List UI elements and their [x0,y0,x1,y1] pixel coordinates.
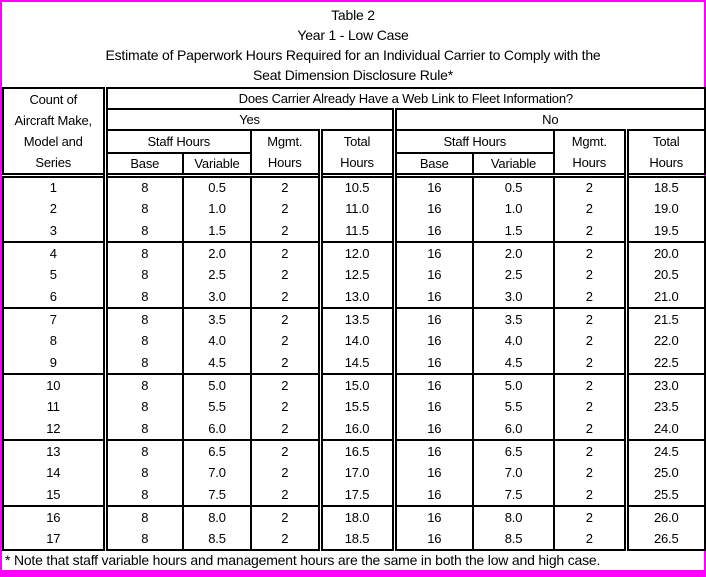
cell-no-mgmt: 2 [554,418,626,440]
table-row [3,330,705,352]
cell-yes-mgmt: 2 [251,330,320,352]
cell-yes-mgmt: 2 [251,264,320,286]
cell-no-total: 23.5 [626,396,705,418]
cell-yes-base: 8 [105,220,183,242]
cell-no-base: 16 [394,418,473,440]
cell-count: 4 [3,242,105,264]
mgmt-hours-line1: Mgmt. [571,134,607,149]
table-row [3,264,705,286]
table-number-title: Table 2 [331,7,375,23]
cell-no-base: 16 [394,198,473,220]
cell-yes-total: 10.5 [320,176,394,198]
cell-no-base: 16 [394,330,473,352]
no-total-hours-header [626,130,705,176]
cell-yes-base: 8 [105,308,183,330]
cell-no-variable: 4.0 [473,330,554,352]
header-row-hour-groups [3,130,705,153]
no-staff-hours-header: Staff Hours [394,130,554,153]
table-row [3,484,705,506]
cell-yes-mgmt: 2 [251,352,320,374]
cell-yes-mgmt: 2 [251,198,320,220]
no-variable-header: Variable [473,153,554,176]
cell-no-total: 26.0 [626,506,705,528]
cell-count: 12 [46,420,61,436]
cell-yes-total: 12.0 [320,242,394,264]
cell-no-mgmt: 2 [554,396,626,418]
cell-no-base: 16 [394,264,473,286]
corner-header-line: Count of [29,92,78,107]
cell-yes-total: 16.5 [320,440,394,462]
case-title: Year 1 - Low Case [297,27,409,43]
mgmt-hours-line2: Hours [572,155,607,170]
description-title-line2: Seat Dimension Disclosure Rule* [253,67,453,83]
cell-no-total: 23.0 [626,374,705,396]
cell-yes-mgmt: 2 [251,176,320,198]
cell-no-variable: 6.5 [473,440,554,462]
table-body [3,176,705,550]
cell-no-base: 16 [394,484,473,506]
cell-yes-mgmt: 2 [251,484,320,506]
cell-count: 10 [3,374,105,396]
cell-no-variable: 4.5 [473,352,554,374]
cell-yes-total: 14.5 [320,352,394,374]
cell-yes-total: 17.0 [320,462,394,484]
cell-yes-variable: 8.0 [183,506,251,528]
mgmt-hours-line1: Mgmt. [267,134,303,149]
cell-yes-total: 11.0 [320,198,394,220]
yes-total-hours-header [320,130,394,176]
cell-no-variable: 5.0 [473,374,554,396]
cell-yes-total: 18.5 [320,528,394,550]
cell-no-base: 16 [394,528,473,550]
header-row-question [3,88,705,109]
cell-no-variable: 2.0 [473,242,554,264]
cell-count: 5 [49,267,57,282]
document-page [2,2,704,570]
table-row [3,198,705,220]
no-base-header: Base [394,153,473,176]
cell-count: 3 [49,222,57,238]
cell-yes-variable: 8.5 [183,528,251,550]
corner-header-line: Series [35,155,72,170]
header-row-yes-no [3,109,705,130]
table-row [3,374,705,396]
cell-yes-mgmt: 2 [251,308,320,330]
cell-yes-base: 8 [105,484,183,506]
cell-yes-mgmt: 2 [251,462,320,484]
cell-yes-total: 18.0 [320,506,394,528]
cell-yes-variable: 6.0 [183,418,251,440]
total-hours-line2: Hours [340,155,374,170]
cell-yes-mgmt: 2 [251,528,320,550]
cell-yes-variable: 2.0 [183,242,251,264]
cell-yes-base: 8 [105,352,183,374]
cell-no-total: 19.5 [626,220,705,242]
table-row [3,506,705,528]
cell-yes-base: 8 [105,198,183,220]
cell-yes-base: 8 [105,418,183,440]
cell-yes-base: 8 [105,506,183,528]
cell-yes-base: 8 [105,396,183,418]
cell-yes-total: 16.0 [320,418,394,440]
cell-count: 13 [3,440,105,462]
cell-no-total: 22.5 [626,352,705,374]
cell-yes-total: 11.5 [320,220,394,242]
cell-yes-base: 8 [105,242,183,264]
total-hours-line1: Total [343,134,371,149]
cell-yes-variable: 4.0 [183,330,251,352]
cell-yes-variable: 2.5 [183,264,251,286]
cell-no-total: 24.0 [626,418,705,440]
cell-no-variable: 1.0 [473,198,554,220]
cell-no-mgmt: 2 [554,330,626,352]
corner-header-line: Model and [23,134,83,149]
cell-yes-total: 12.5 [320,264,394,286]
cell-no-total: 21.5 [626,308,705,330]
cell-yes-base: 8 [105,286,183,308]
table-row [3,440,705,462]
cell-yes-total: 13.5 [320,308,394,330]
yes-variable-header: Variable [183,153,251,176]
cell-no-mgmt: 2 [554,462,626,484]
cell-yes-variable: 0.5 [183,176,251,198]
cell-no-total: 24.5 [626,440,705,462]
cell-no-total: 25.5 [626,484,705,506]
cell-no-base: 16 [394,286,473,308]
cell-yes-variable: 1.5 [183,220,251,242]
cell-count: 15 [46,486,61,502]
cell-no-mgmt: 2 [554,484,626,506]
cell-no-mgmt: 2 [554,352,626,374]
cell-yes-variable: 5.0 [183,374,251,396]
no-mgmt-hours-header [554,130,626,176]
cell-no-mgmt: 2 [554,374,626,396]
cell-no-variable: 2.5 [473,264,554,286]
cell-yes-mgmt: 2 [251,440,320,462]
cell-no-variable: 1.5 [473,220,554,242]
cell-yes-total: 15.0 [320,374,394,396]
cell-no-mgmt: 2 [554,286,626,308]
corner-header-line: Aircraft Make, [14,113,92,128]
cell-yes-mgmt: 2 [251,506,320,528]
no-section-header: No [394,109,705,130]
cell-count: 17 [46,530,61,546]
paperwork-hours-table [2,87,706,551]
cell-no-base: 16 [394,220,473,242]
cell-count: 8 [49,333,57,348]
table-row [3,418,705,440]
yes-section-header: Yes [105,109,394,130]
cell-no-total: 25.0 [626,462,705,484]
cell-no-mgmt: 2 [554,242,626,264]
cell-no-mgmt: 2 [554,440,626,462]
cell-no-variable: 3.5 [473,308,554,330]
table-row [3,220,705,242]
cell-no-variable: 7.5 [473,484,554,506]
cell-no-mgmt: 2 [554,308,626,330]
cell-no-total: 18.5 [626,176,705,198]
cell-no-mgmt: 2 [554,264,626,286]
table-row [3,286,705,308]
cell-yes-mgmt: 2 [251,374,320,396]
cell-yes-variable: 7.5 [183,484,251,506]
cell-no-base: 16 [394,506,473,528]
table-row [3,352,705,374]
cell-no-base: 16 [394,462,473,484]
cell-yes-total: 14.0 [320,330,394,352]
cell-count: 7 [3,308,105,330]
cell-yes-variable: 5.5 [183,396,251,418]
description-title-line1: Estimate of Paperwork Hours Required for an Individual Carrier to Comply with the [105,47,601,63]
cell-no-variable: 6.0 [473,418,554,440]
cell-no-variable: 3.0 [473,286,554,308]
cell-no-variable: 0.5 [473,176,554,198]
cell-no-mgmt: 2 [554,198,626,220]
cell-yes-variable: 7.0 [183,462,251,484]
cell-no-base: 16 [394,308,473,330]
table-row [3,308,705,330]
cell-yes-variable: 4.5 [183,352,251,374]
cell-no-mgmt: 2 [554,506,626,528]
table-row [3,176,705,198]
table-row [3,242,705,264]
cell-no-base: 16 [394,352,473,374]
title-block [2,2,704,87]
total-hours-line2: Hours [649,155,684,170]
cell-yes-base: 8 [105,440,183,462]
cell-count: 2 [49,201,57,216]
cell-no-variable: 8.0 [473,506,554,528]
cell-yes-variable: 1.0 [183,198,251,220]
cell-no-mgmt: 2 [554,176,626,198]
cell-no-base: 16 [394,242,473,264]
cell-count: 16 [3,506,105,528]
cell-no-total: 20.5 [626,264,705,286]
table-header [3,88,705,176]
cell-yes-mgmt: 2 [251,418,320,440]
cell-count: 1 [3,176,105,198]
cell-yes-mgmt: 2 [251,396,320,418]
cell-no-variable: 5.5 [473,396,554,418]
cell-no-base: 16 [394,176,473,198]
cell-yes-base: 8 [105,462,183,484]
cell-yes-base: 8 [105,264,183,286]
table-row [3,462,705,484]
cell-no-base: 16 [394,396,473,418]
cell-yes-base: 8 [105,374,183,396]
cell-no-variable: 7.0 [473,462,554,484]
cell-yes-base: 8 [105,330,183,352]
cell-no-base: 16 [394,440,473,462]
yes-mgmt-hours-header [251,130,320,176]
cell-no-base: 16 [394,374,473,396]
cell-yes-variable: 3.0 [183,286,251,308]
table-row [3,528,705,550]
cell-no-total: 19.0 [626,198,705,220]
cell-yes-base: 8 [105,176,183,198]
cell-yes-mgmt: 2 [251,242,320,264]
cell-count: 11 [46,399,60,414]
mgmt-hours-line2: Hours [267,155,302,170]
yes-staff-hours-header: Staff Hours [105,130,251,153]
yes-base-header: Base [105,153,183,176]
cell-yes-variable: 3.5 [183,308,251,330]
cell-count: 9 [49,354,57,370]
cell-no-mgmt: 2 [554,528,626,550]
cell-count: 14 [46,465,61,480]
cell-no-total: 26.5 [626,528,705,550]
table-row [3,396,705,418]
cell-no-variable: 8.5 [473,528,554,550]
footnote: * Note that staff variable hours and management hours are the same in both the low and high case. [5,551,601,568]
corner-header [3,88,105,176]
cell-yes-base: 8 [105,528,183,550]
cell-yes-total: 15.5 [320,396,394,418]
cell-no-total: 22.0 [626,330,705,352]
cell-no-mgmt: 2 [554,220,626,242]
cell-yes-mgmt: 2 [251,286,320,308]
cell-yes-mgmt: 2 [251,220,320,242]
question-header: Does Carrier Already Have a Web Link to Fleet Information? [105,88,705,109]
cell-count: 6 [49,288,57,304]
cell-no-total: 21.0 [626,286,705,308]
cell-yes-variable: 6.5 [183,440,251,462]
cell-yes-total: 13.0 [320,286,394,308]
cell-no-total: 20.0 [626,242,705,264]
total-hours-line1: Total [653,134,680,149]
cell-yes-total: 17.5 [320,484,394,506]
